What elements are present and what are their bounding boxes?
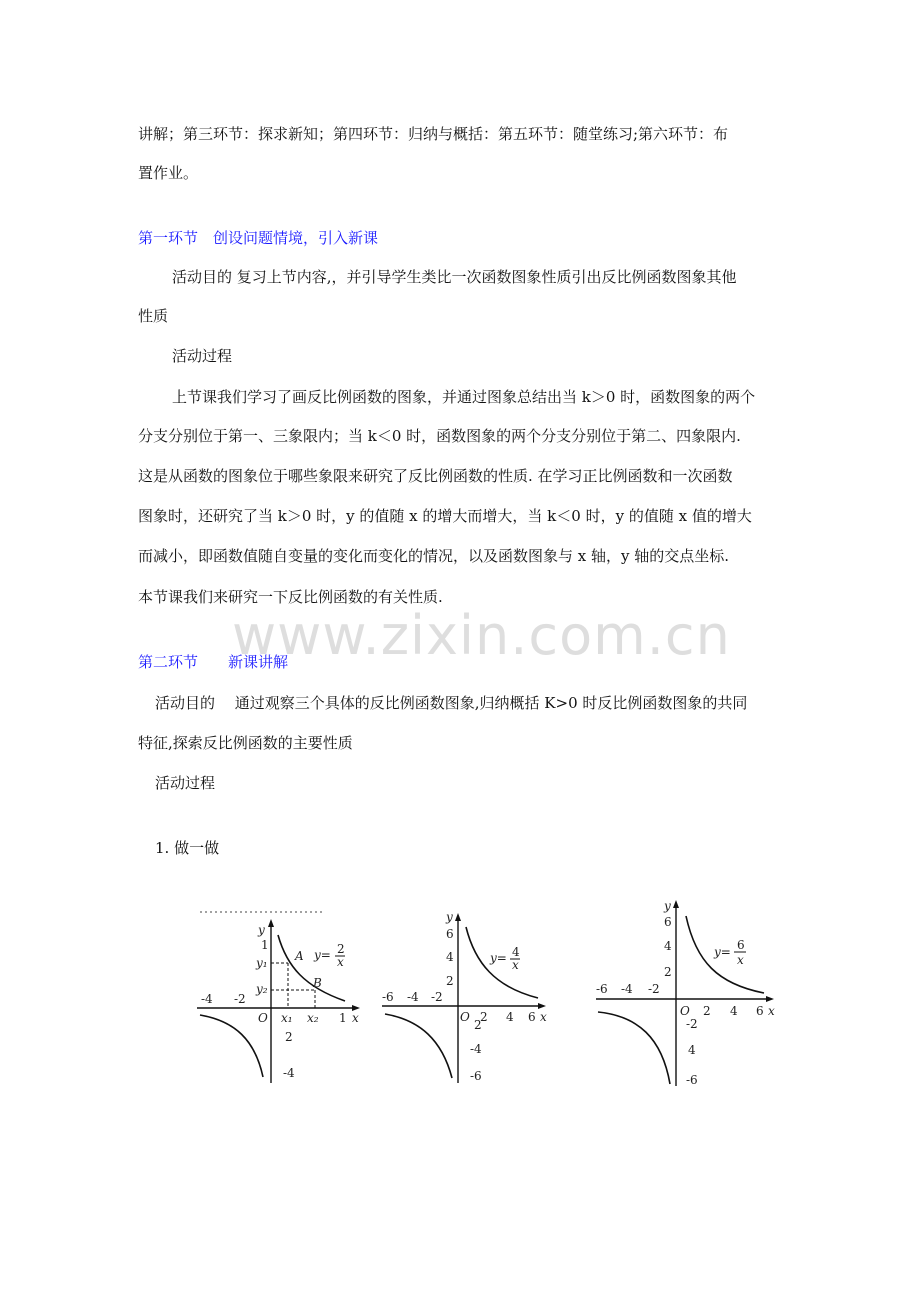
body-line: 这是从函数的图象位于哪些象限来研究了反比例函数的性质. 在学习正比例函数和一次函数 [138,467,733,485]
y-tick: -6 [470,1069,482,1083]
y-tick: 6 [446,927,454,941]
origin-label: O [258,1011,268,1025]
svg-text:4: 4 [512,945,520,959]
svg-text:6: 6 [737,938,745,952]
y-tick: 6 [664,915,672,929]
y-tick: 1 [261,938,269,952]
graph-y-6-over-x [592,898,784,1090]
x-tick: 6 [528,1010,536,1024]
x-axis-label: x [768,1004,775,1018]
y-axis-label: y [446,910,453,924]
y-tick: y₁ [256,956,268,970]
function-label [313,942,345,969]
x-tick: -2 [648,982,660,996]
body-line: 而减小，即函数值随自变量的变化而变化的情况，以及函数图象与 x 轴，y 轴的交点坐标. [138,547,730,565]
svg-text:y=: y= [314,948,331,962]
svg-text:x: x [337,955,344,969]
body-line: 图象时，还研究了当 k＞0 时，y 的值随 x 的增大而增大，当 k＜0 时，y 的值随 x 值的增大 [138,507,752,525]
activity-goal-line: 活动目的 复习上节内容,，并引导学生类比一次函数图象性质引出反比例函数图象其他 [172,268,737,286]
y-tick: -2 [686,1017,698,1031]
point-label-B: B [313,976,322,990]
svg-text:2: 2 [337,942,345,956]
origin-label: O [460,1010,470,1024]
y-tick: 2 [664,965,672,979]
x-tick: -6 [596,982,608,996]
section-2-title: 第二环节 新课讲解 [138,653,289,671]
y-tick: 2 [474,1018,482,1032]
svg-text:y=: y= [490,951,507,965]
x-tick: -2 [234,992,246,1006]
point-label-A: A [295,949,304,963]
x-tick: 2 [480,1010,488,1024]
y-tick: 2 [446,974,454,988]
paragraph-line: 讲解；第三环节：探求新知；第四环节：归纳与概括：第五环节：随堂练习;第六环节：布 [138,125,729,143]
x-tick: 6 [756,1004,764,1018]
activity-process-label: 活动过程 [172,347,233,365]
curve-branch-quadrant-3 [598,1012,670,1084]
x-tick: x₂ [307,1011,319,1025]
x-tick: 1 [339,1011,347,1025]
body-line: 本节课我们来研究一下反比例函数的有关性质. [138,588,443,606]
y-tick: -4 [470,1042,482,1056]
svg-text:x: x [737,953,744,967]
activity-goal-line: 性质 [138,307,169,325]
curve-branch-quadrant-3 [200,1015,263,1077]
x-tick: 4 [730,1004,738,1018]
x-axis-label: x [540,1010,547,1024]
y-tick: y₂ [256,982,268,996]
curve-branch-quadrant-3 [385,1014,452,1078]
y-tick: 4 [664,939,672,953]
x-tick: -4 [201,992,213,1006]
svg-text:y=: y= [714,945,731,959]
x-tick: x₁ [281,1011,293,1025]
watermark: www.zixin.com.cn [232,604,731,667]
activity-goal-line: 特征,探索反比例函数的主要性质 [138,734,353,752]
x-tick: -4 [407,990,419,1004]
function-label [713,938,746,967]
activity-process-label: 活动过程 [155,774,216,792]
y-tick: 4 [446,950,454,964]
body-line: 分支分别位于第一、三象限内；当 k＜0 时，函数图象的两个分支分别位于第二、四象限内. [138,427,741,445]
x-tick: -2 [431,990,443,1004]
svg-text:x: x [512,958,519,972]
y-tick: 2 [285,1030,293,1044]
x-axis-label: x [352,1011,359,1025]
section-1-title: 第一环节 创设问题情境，引入新课 [138,229,379,247]
y-axis-label: y [258,923,265,937]
graph-y-2-over-x [195,905,370,1085]
function-label [489,945,520,972]
y-tick: 4 [688,1043,696,1057]
origin-label: O [680,1004,690,1018]
x-tick: 2 [703,1004,711,1018]
x-tick: -6 [382,990,394,1004]
y-tick: -6 [686,1073,698,1087]
body-line: 上节课我们学习了画反比例函数的图象，并通过图象总结出当 k＞0 时，函数图象的两个 [172,388,756,406]
paragraph-line: 置作业。 [138,164,199,182]
y-tick: -4 [283,1066,295,1080]
exercise-item: 1. 做一做 [155,839,220,857]
x-tick: -4 [621,982,633,996]
x-tick: 4 [506,1010,514,1024]
graph-y-4-over-x [380,905,555,1085]
y-axis-label: y [664,899,671,913]
activity-goal-line: 活动目的 通过观察三个具体的反比例函数图象,归纳概括 K>0 时反比例函数图象的共同 [155,694,748,712]
